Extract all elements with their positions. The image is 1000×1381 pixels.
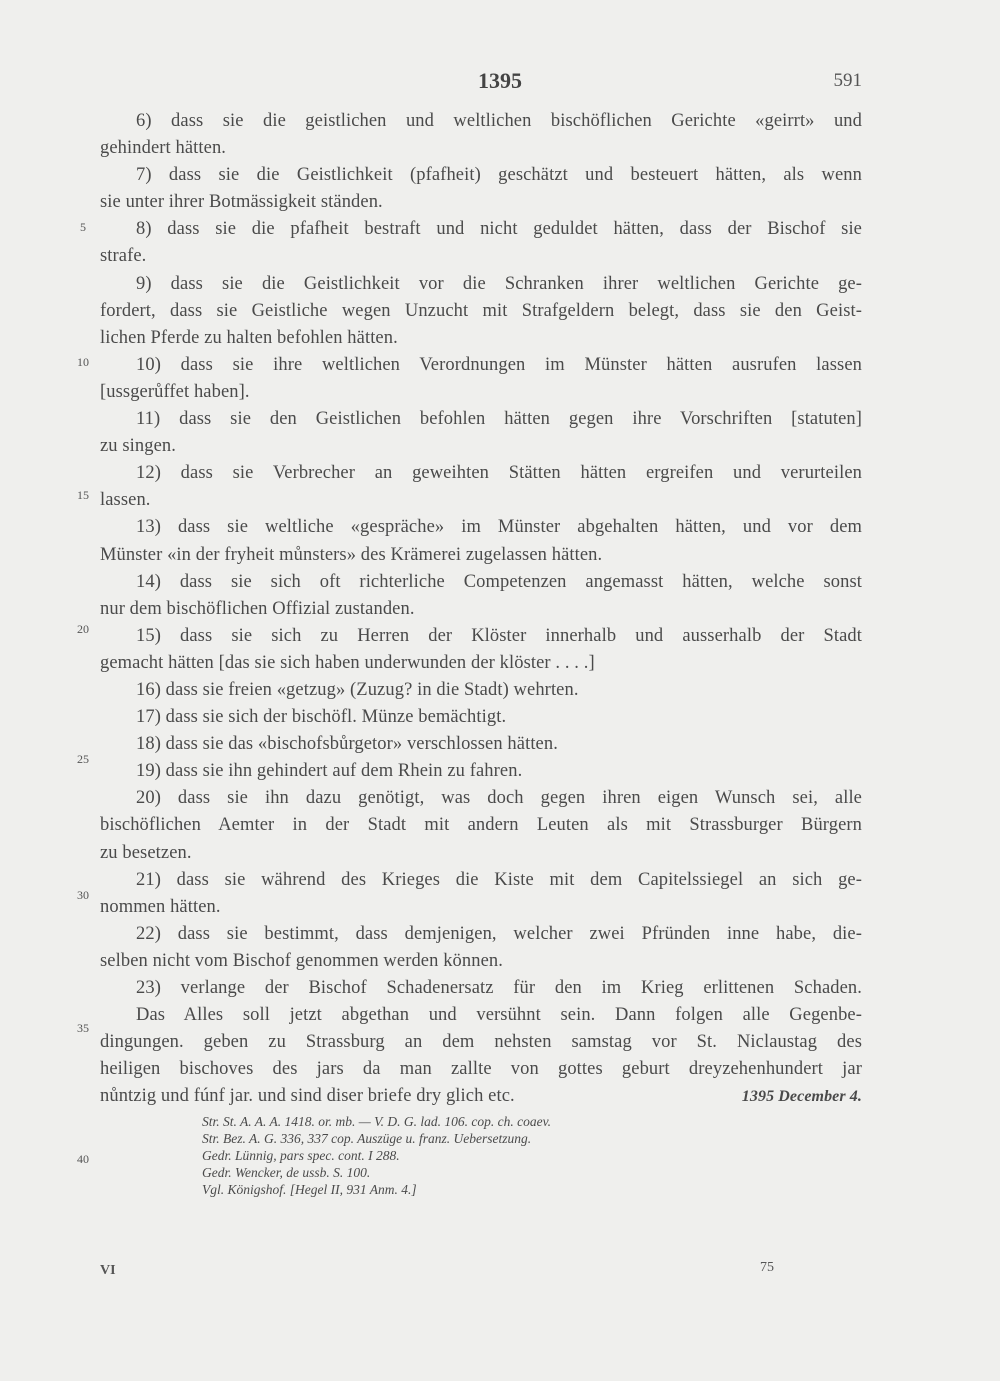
text-line: strafe. xyxy=(100,246,147,267)
text-line: fordert, dass sie Geistliche wegen Unzucht mit Strafgeldern belegt, dass sie den Geist- xyxy=(100,300,862,321)
line-number: 40 xyxy=(77,1152,89,1166)
text-line: 6) dass sie die geistlichen und weltlichen bischöflichen Gerichte «geirrt» und xyxy=(136,111,862,131)
sheet-number: 75 xyxy=(760,1260,774,1275)
body-text xyxy=(100,108,862,1110)
text-line: 15) dass sie sich zu Herren der Klöster innerhalb und ausserhalb der Stadt xyxy=(136,625,862,646)
text-line: 11) dass sie den Geistlichen befohlen hätten gegen ihre Vorschriften [statuten] xyxy=(136,409,862,430)
page-number: 591 xyxy=(833,70,862,91)
source-notes xyxy=(202,1113,822,1198)
line-number: 15 xyxy=(77,488,89,502)
text-line: 20) dass sie ihn dazu genötigt, was doch gegen ihren eigen Wunsch sei, alle xyxy=(136,788,862,809)
text-line: Münster «in der fryheit můnsters» des Krämerei zugelassen hätten. xyxy=(100,544,603,565)
source-note: Str. St. A. A. A. 1418. or. mb. — V. D. G. lad. 106. cop. ch. coaev. xyxy=(202,1114,551,1129)
text-line: zu besetzen. xyxy=(100,842,192,863)
text-line: [ussgerůffet haben]. xyxy=(100,381,250,402)
source-note: Vgl. Königshof. [Hegel II, 931 Anm. 4.] xyxy=(202,1182,417,1197)
text-line: 10) dass sie ihre weltlichen Verordnungen im Münster hätten ausrufen lassen xyxy=(136,354,862,375)
text-line: gemacht hätten [das sie sich haben underwunden der klöster . . . .] xyxy=(100,652,595,673)
signature-mark: VI xyxy=(100,1263,116,1278)
text-line: heiligen bischoves des jars da man zallte von gottes geburt dreyzehenhundert jar xyxy=(100,1059,862,1080)
text-line: 23) verlange der Bischof Schadenersatz für den im Krieg erlittenen Schaden. xyxy=(136,978,862,998)
text-line: bischöflichen Aemter in der Stadt mit andern Leuten als mit Strassburger Bürgern xyxy=(100,815,862,836)
closing-line xyxy=(100,1083,862,1110)
text-line: 13) dass sie weltliche «gespräche» im Münster abgehalten hätten, und vor dem xyxy=(136,517,862,538)
line-number: 10 xyxy=(77,355,89,369)
text-line: lichen Pferde zu halten befohlen hätten. xyxy=(100,327,398,348)
line-number: 30 xyxy=(77,888,89,902)
text-line: gehindert hätten. xyxy=(100,138,227,159)
line-number: 5 xyxy=(80,220,86,234)
text-line: 19) dass sie ihn gehindert auf dem Rhein zu fahren. xyxy=(136,761,523,782)
text-line: Das Alles soll jetzt abgethan und versühnt sein. Dann folgen alle Gegenbe- xyxy=(136,1005,862,1026)
line-number: 25 xyxy=(77,752,89,766)
line-number: 20 xyxy=(77,622,89,636)
date-reference: 1395 December 4. xyxy=(741,1088,862,1106)
text-line: 7) dass sie die Geistlichkeit (pfafheit) geschätzt und besteuert hätten, als wenn xyxy=(136,165,862,186)
text-line: 17) dass sie sich der bischöfl. Münze bemächtigt. xyxy=(136,707,507,728)
text-line: lassen. xyxy=(100,490,151,511)
text-line: selben nicht vom Bischof genommen werden können. xyxy=(100,950,503,971)
text-line: sie unter ihrer Botmässigkeit ständen. xyxy=(100,192,383,213)
text-line: 21) dass sie während des Krieges die Kiste mit dem Capitelssiegel an sich ge- xyxy=(136,869,862,890)
text-line: 8) dass sie die pfafheit bestraft und nicht geduldet hätten, dass der Bischof sie xyxy=(136,219,862,240)
text-line: 16) dass sie freien «getzug» (Zuzug? in die Stadt) wehrten. xyxy=(136,679,579,700)
source-note: Str. Bez. A. G. 336, 337 cop. Auszüge u. franz. Uebersetzung. xyxy=(202,1131,532,1146)
text-line: 9) dass sie die Geistlichkeit vor die Schranken ihrer weltlichen Gerichte ge- xyxy=(136,273,862,294)
source-note: Gedr. Wencker, de ussb. S. 100. xyxy=(202,1165,371,1180)
line-number: 35 xyxy=(77,1021,89,1035)
text-line: nur dem bischöflichen Offizial zustanden. xyxy=(100,598,415,619)
text-line: 22) dass sie bestimmt, dass demjenigen, welcher zwei Pfründen inne habe, die- xyxy=(136,923,862,944)
text-line: 14) dass sie sich oft richterliche Competenzen angemasst hätten, welche sonst xyxy=(136,571,862,592)
text-line: zu singen. xyxy=(100,436,177,457)
text-line: nommen hätten. xyxy=(100,896,221,917)
text-line: dingungen. geben zu Strassburg an dem nehsten samstag vor St. Niclaustag des xyxy=(100,1032,862,1053)
source-note: Gedr. Lünnig, pars spec. cont. I 288. xyxy=(202,1148,400,1163)
running-head-year: 1395 xyxy=(478,68,522,93)
text-line: 12) dass sie Verbrecher an geweihten Stätten hätten ergreifen und verurteilen xyxy=(136,463,862,484)
text-line: 18) dass sie das «bischofsbůrgetor» verschlossen hätten. xyxy=(136,734,558,755)
closing-text: nůntzig und fúnf jar. und sind diser briefe dry glich etc. xyxy=(100,1086,515,1107)
